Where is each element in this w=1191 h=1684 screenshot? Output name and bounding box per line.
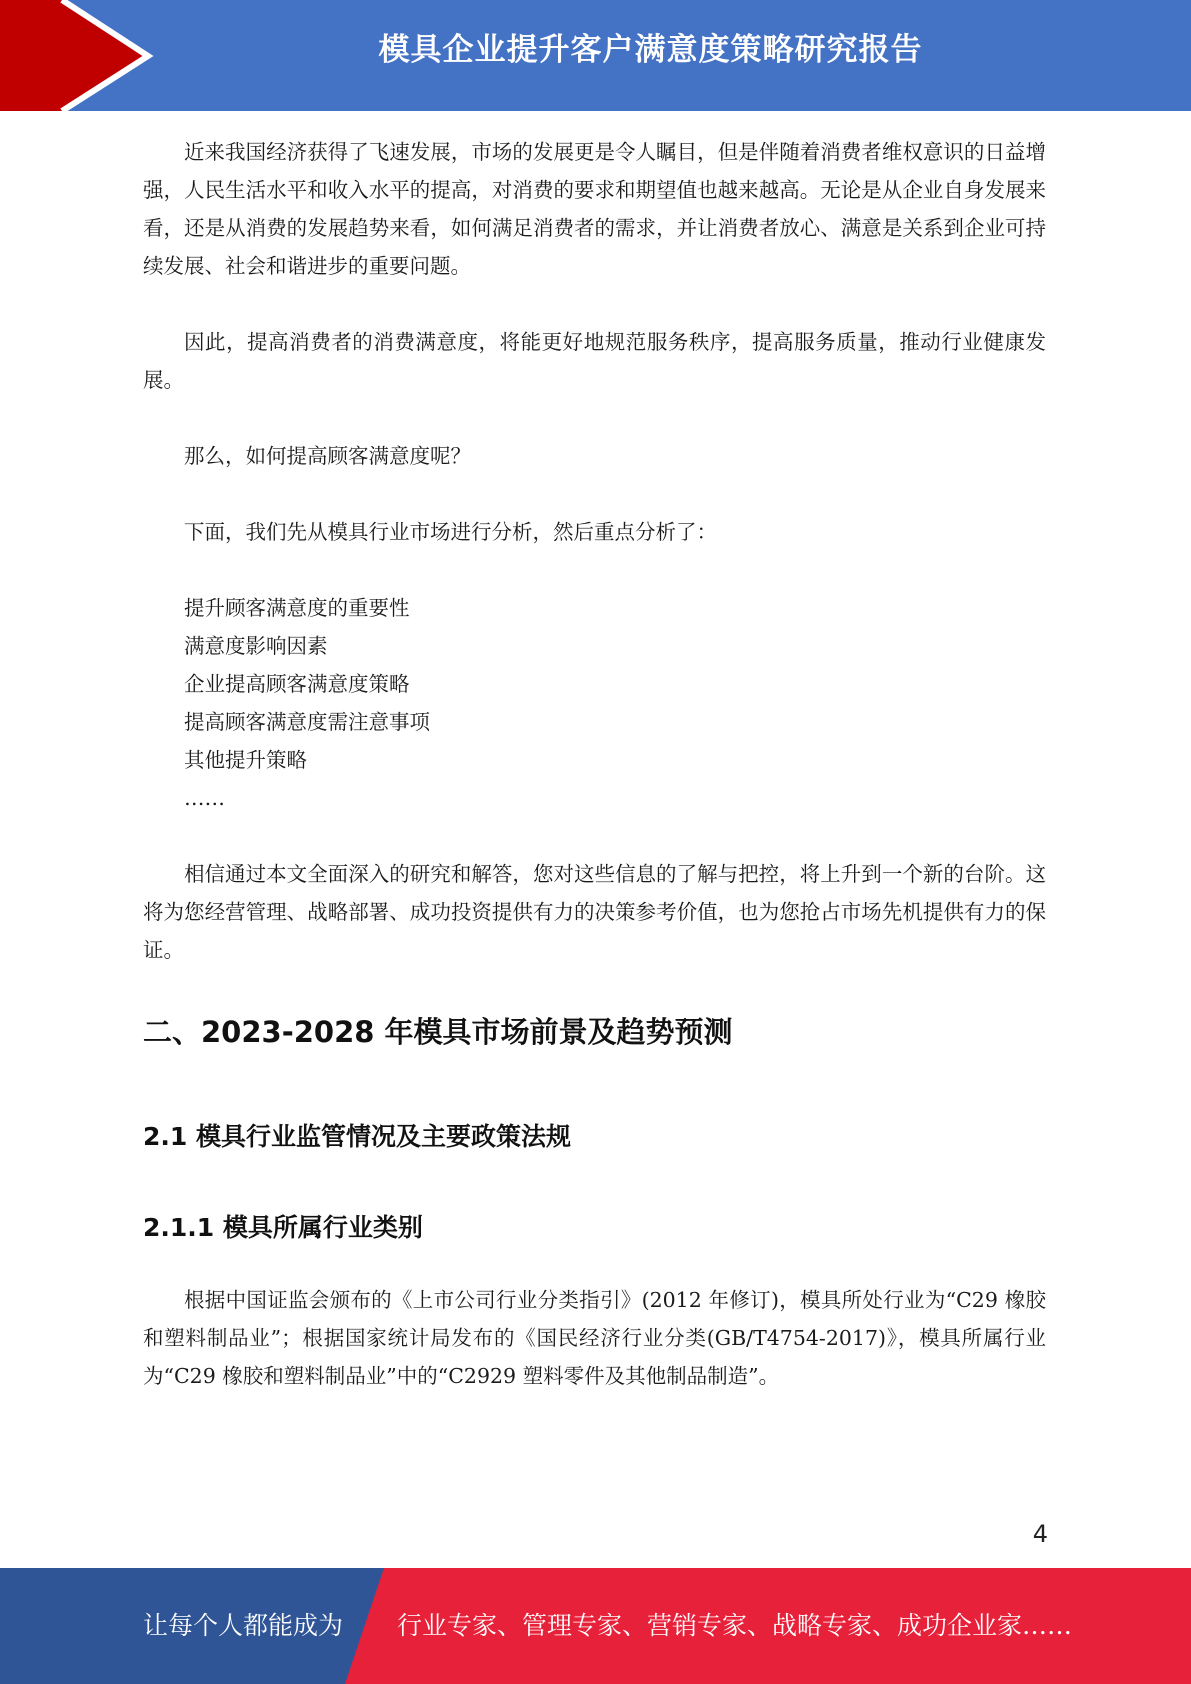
list-item: 满意度影响因素 (184, 634, 328, 658)
page-number: 4 (1032, 1520, 1048, 1548)
footer-banner (0, 1568, 1191, 1684)
list-item: 提升顾客满意度的重要性 (184, 596, 410, 620)
intro-paragraph-3: 那么，如何提高顾客满意度呢？ (184, 444, 471, 468)
report-title: 模具企业提升客户满意度策略研究报告 (378, 32, 923, 68)
intro-paragraph-4: 下面，我们先从模具行业市场进行分析，然后重点分析了： (184, 520, 717, 544)
list-item: 企业提高顾客满意度策略 (184, 672, 410, 696)
subsection-heading: 2.1 模具行业监管情况及主要政策法规 (143, 1122, 571, 1151)
section2-body (143, 1281, 1046, 1395)
intro-paragraph-5: 相信通过本文全面深入的研究和解答，您对这些信息的了解与把控，将上升到一个新的台阶。这将为您经营管理、战略部署、成功投资提供有力的决策参考价值，也为您抢占市场先机提供有力的保证。 (143, 862, 1046, 962)
subsubsection-heading: 2.1.1 模具所属行业类别 (143, 1213, 423, 1242)
section-heading: 二、2023-2028 年模具市场前景及趋势预测 (143, 1015, 733, 1049)
intro-section (143, 133, 1046, 969)
header-banner (0, 0, 1191, 111)
footer-slogan-right: 行业专家、管理专家、营销专家、战略专家、成功企业家…… (397, 1611, 1073, 1640)
footer-slogan-left: 让每个人都能成为 (143, 1611, 344, 1640)
list-item: 提高顾客满意度需注意事项 (184, 710, 430, 734)
list-item: …… (184, 786, 225, 810)
list-item: 其他提升策略 (184, 748, 307, 772)
intro-paragraph-1: 近来我国经济获得了飞速发展，市场的发展更是令人瞩目，但是伴随着消费者维权意识的日益增强，人民生活水平和收入水平的提高，对消费的要求和期望值也越来越高。无论是从企业自身发展来看，还是从消费的发展趋势来看，如何满足消费者的需求，并让消费者放心、满意是关系到企业可持续发展、社会和谐进步的重要问题。 (143, 140, 1046, 278)
topic-list (143, 589, 1046, 817)
intro-paragraph-2: 因此，提高消费者的消费满意度，将能更好地规范服务秩序，提高服务质量，推动行业健康发展。 (143, 330, 1046, 392)
industry-category-paragraph: 根据中国证监会颁布的《上市公司行业分类指引》(2012 年修订)，模具所处行业为“C29 橡胶和塑料制品业”；根据国家统计局发布的《国民经济行业分类(GB/T4754-2017)》，模具所属行业为“C29 橡胶和塑料制品业”中的“C2929 塑料零件及其他制品制造”。 (143, 1288, 1046, 1388)
